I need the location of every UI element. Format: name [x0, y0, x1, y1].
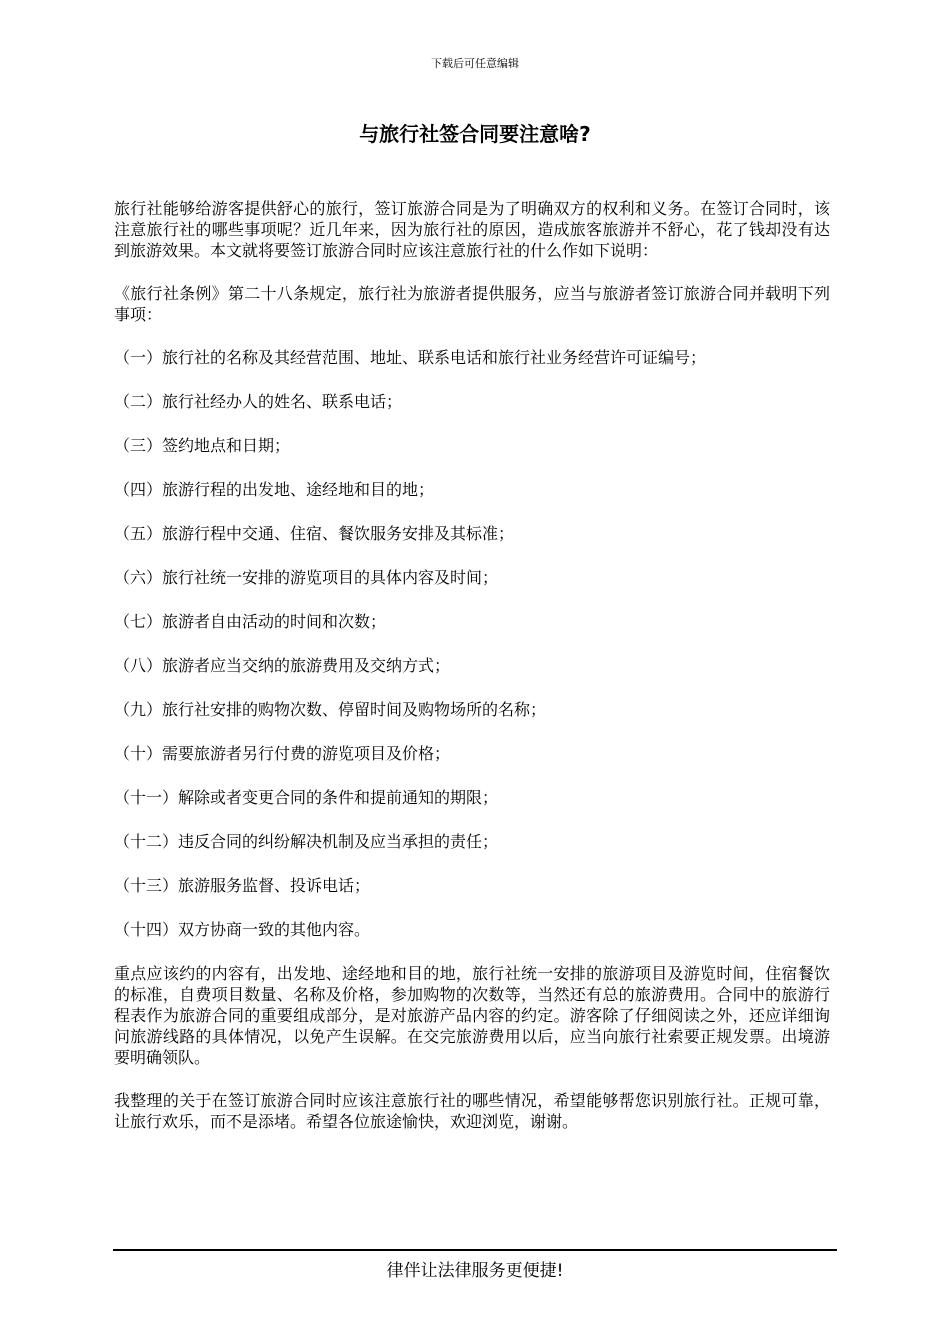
footer-slogan: 律伴让法律服务更便捷! [386, 1261, 564, 1281]
list-item: （五）旅游行程中交通、住宿、餐饮服务安排及其标准； [114, 524, 515, 543]
key-points-paragraph: 重点应该约的内容有，出发地、途经地和目的地，旅行社统一安排的旅游项目及游览时间，住宿餐饮的标准，自费项目数量、名称及价格，参加购物的次数等，当然还有总的旅游费用。合同中的旅游行程表作为旅游合同的重要组成部分，是对旅游产品内容的约定。游客除了仔细阅读之外，还应详细询问旅游线路的具体情况，以免产生误解。在交完旅游费用以后，应当向旅行社索要正规发票。出境游要明确领队。 [114, 964, 830, 1067]
list-item: （一）旅行社的名称及其经营范围、地址、联系电话和旅行社业务经营许可证编号； [114, 348, 707, 367]
document-title: 与旅行社签合同要注意啥? [359, 122, 591, 146]
list-item: （十四）双方协商一致的其他内容。 [114, 920, 371, 939]
regulation-paragraph: 《旅行社条例》第二十八条规定，旅行社为旅游者提供服务，应当与旅游者签订旅游合同并载明下列事项： [114, 284, 830, 324]
closing-paragraph: 我整理的关于在签订旅游合同时应该注意旅行社的哪些情况，希望能够帮您识别旅行社。正规可靠，让旅行欢乐，而不是添堵。希望各位旅途愉快，欢迎浏览，谢谢。 [114, 1091, 830, 1131]
header-note: 下载后可任意编辑 [431, 57, 519, 70]
list-item: （四）旅游行程的出发地、途经地和目的地； [114, 480, 435, 499]
intro-paragraph: 旅行社能够给游客提供舒心的旅行，签订旅游合同是为了明确双方的权利和义务。在签订合同时，该注意旅行社的哪些事项呢？近几年来，因为旅行社的原因，造成旅客旅游并不舒心，花了钱却没有达到旅游效果。本文就将要签订旅游合同时应该注意旅行社的什么作如下说明： [114, 199, 830, 260]
list-item: （九）旅行社安排的购物次数、停留时间及购物场所的名称； [114, 700, 547, 719]
list-item: （十）需要旅游者另行付费的游览项目及价格； [114, 744, 451, 763]
document-body [114, 198, 830, 1154]
list-item: （十二）违反合同的纠纷解决机制及应当承担的责任； [114, 832, 499, 851]
list-item: （八）旅游者应当交纳的旅游费用及交纳方式； [114, 656, 451, 675]
list-item: （十三）旅游服务监督、投诉电话； [114, 876, 371, 895]
list-item: （十一）解除或者变更合同的条件和提前通知的期限； [114, 788, 499, 807]
list-item: （二）旅行社经办人的姓名、联系电话； [114, 392, 403, 411]
footer-divider [113, 1249, 837, 1251]
list-item: （六）旅行社统一安排的游览项目的具体内容及时间； [114, 568, 499, 587]
list-item: （三）签约地点和日期； [114, 436, 291, 455]
contract-items-list [114, 347, 830, 940]
list-item: （七）旅游者自由活动的时间和次数； [114, 612, 387, 631]
